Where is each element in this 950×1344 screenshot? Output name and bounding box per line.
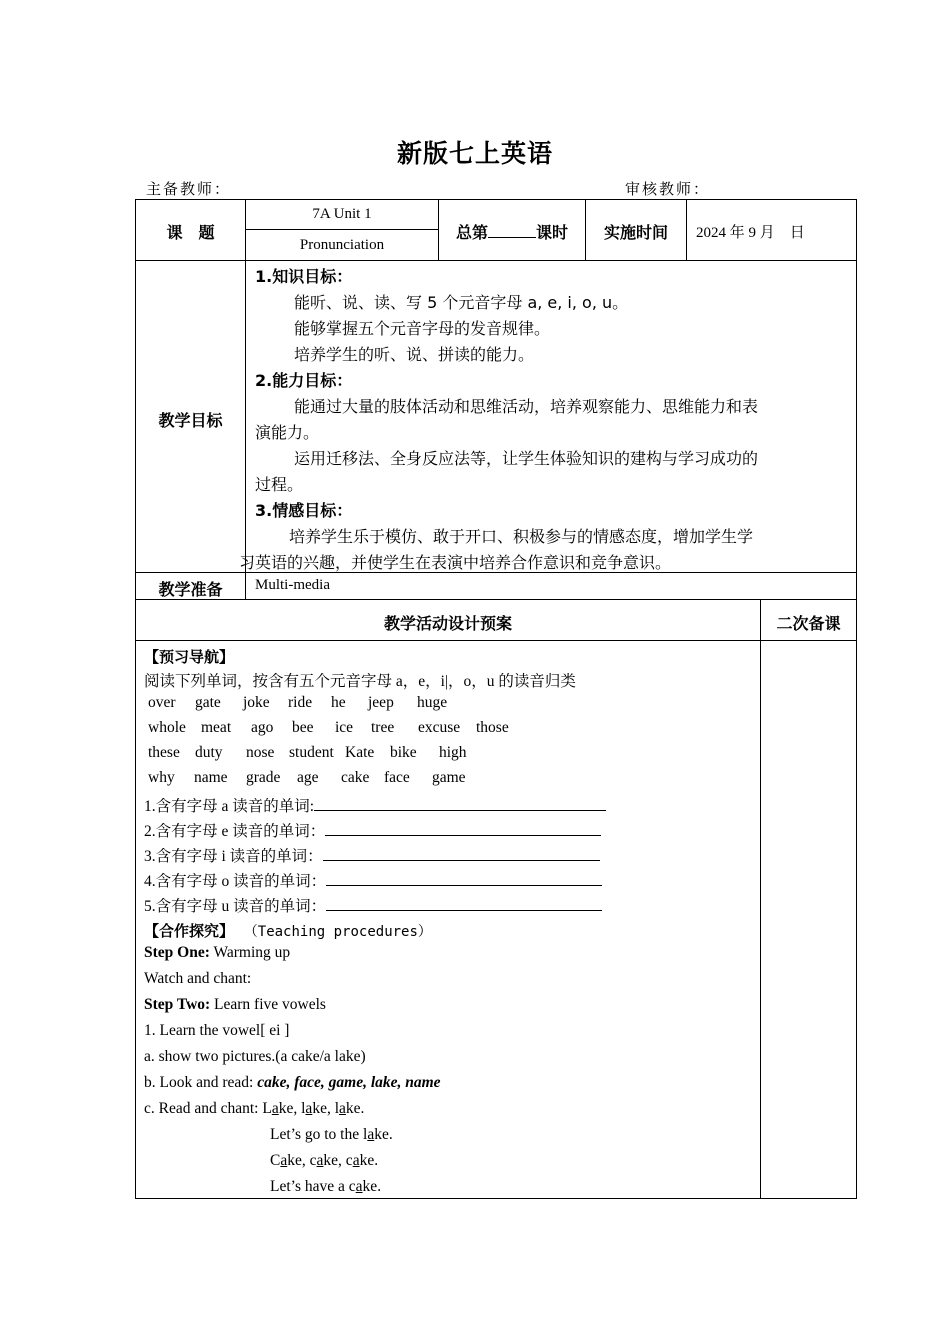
emotion-item: 培养学生乐于模仿、敢于开口、积极参与的情感态度，增加学生学 [289,527,754,546]
step-one-text: Warming up [209,944,291,961]
word: jeep [368,694,394,711]
word: those [476,719,509,736]
document-title: 新版七上英语 [396,139,553,168]
word: grade [246,769,281,786]
word: face [384,769,410,786]
chant-line: Let’s have a cake. [270,1178,382,1195]
question-o-label: 4.含有字母 o 读音的单词： [144,873,327,890]
step-two-label: Step Two: [144,996,211,1013]
word: these [148,744,180,761]
knowledge-item: 能听、说、读、写 5 个元音字母 a, e, i, o, u。 [294,293,629,312]
chant-line: Cake, cake, cake. [270,1152,379,1169]
word: ice [335,719,354,736]
ability-item: 能通过大量的肢体活动和思维活动，培养观察能力、思维能力和表 [294,397,759,416]
question-i-label: 3.含有字母 i 读音的单词： [144,848,323,865]
watch-and-chant: Watch and chant: [144,970,252,987]
ability-heading: 2.能力目标： [255,371,353,390]
word: cake [341,769,370,786]
emotion-heading: 3.情感目标： [255,501,353,520]
topic-label: 课 题 [166,223,215,242]
word: ride [288,694,313,711]
second-preparation-heading: 二次备课 [776,614,841,633]
time-label: 实施时间 [603,223,668,242]
question-e-label: 2.含有字母 e 读音的单词： [144,823,326,840]
chant-line: Let’s go to the lake. [270,1126,393,1143]
preparation-label: 教学准备 [158,580,223,599]
question-a-label: 1.含有字母 a 读音的单词: [144,798,315,815]
procedures-heading [144,920,432,941]
period-field [439,220,585,243]
review-teacher-label: 审核教师： [625,180,711,198]
period-blank[interactable] [488,224,536,238]
word: why [148,769,175,786]
read-and-chant-label: c. Read and chant: [144,1100,263,1117]
look-and-read-label: b. Look and read: [144,1074,258,1091]
read-and-chant [144,1100,364,1118]
question-i [144,844,600,866]
preview-instruction: 阅读下列单词，按含有五个元音字母 a，e，i|，o，u 的读音归类 [144,673,576,690]
question-u [144,894,602,916]
unit-name: 7A Unit 1 [312,206,372,222]
answer-blank-a[interactable] [314,797,606,811]
objectives-label: 教学目标 [158,411,223,430]
word: he [331,694,346,711]
word: tree [371,719,395,736]
period-label-before: 总第 [455,223,488,242]
activity-design-heading: 教学活动设计预案 [383,614,512,633]
knowledge-item: 培养学生的听、说、拼读的能力。 [294,345,535,364]
question-u-label: 5.含有字母 u 读音的单词： [144,898,327,915]
word: gate [195,694,221,711]
procedures-heading-en: （Teaching procedures） [243,924,432,940]
question-o [144,869,602,891]
answer-blank-e[interactable] [325,822,601,836]
word: game [432,769,466,786]
look-and-read [144,1074,441,1092]
period-label-after: 课时 [536,223,569,242]
preview-heading: 【预习导航】 [144,648,235,666]
date-field: 2024 年 9 月 日 [696,225,805,241]
ability-item: 演能力。 [255,423,320,442]
word: whole [148,719,186,736]
knowledge-heading: 1.知识目标： [255,267,353,286]
procedures-heading-cn: 【合作探究】 [144,922,235,940]
emotion-item: 习英语的兴趣，并使学生在表演中培养合作意识和竞争意识。 [239,553,672,572]
word: joke [243,694,270,711]
word: high [439,744,467,761]
word: meat [201,719,232,736]
question-e [144,819,601,841]
ability-item: 运用迁移法、全身反应法等，让学生体验知识的建构与学习成功的 [294,449,759,468]
step-one-label: Step One: [144,944,210,961]
word: bike [390,744,417,761]
step-one [144,944,290,962]
chant-line: Lake, lake, lake. [262,1100,365,1117]
word: name [194,769,228,786]
main-teacher-label: 主备教师： [146,180,232,198]
answer-blank-u[interactable] [326,897,602,911]
word: age [297,769,319,786]
word: ago [251,719,274,736]
step-two-text: Learn five vowels [210,996,326,1013]
word: huge [417,694,448,711]
answer-blank-o[interactable] [326,872,602,886]
preparation-value: Multi-media [255,577,330,593]
word: student [289,744,334,761]
word: Kate [345,744,375,761]
knowledge-item: 能够掌握五个元音字母的发音规律。 [294,319,551,338]
lesson-name: Pronunciation [299,237,385,253]
word: excuse [418,719,461,736]
look-and-read-words: cake, face, game, lake, name [257,1074,441,1091]
word: bee [292,719,314,736]
word: over [148,694,176,711]
learn-vowel: 1. Learn the vowel[ ei ] [144,1022,290,1039]
question-a [144,794,606,816]
show-pictures: a. show two pictures.(a cake/a lake) [144,1048,366,1065]
word: nose [246,744,275,761]
step-two [144,996,326,1014]
answer-blank-i[interactable] [323,847,600,861]
word: duty [195,744,223,761]
ability-item: 过程。 [255,475,304,494]
